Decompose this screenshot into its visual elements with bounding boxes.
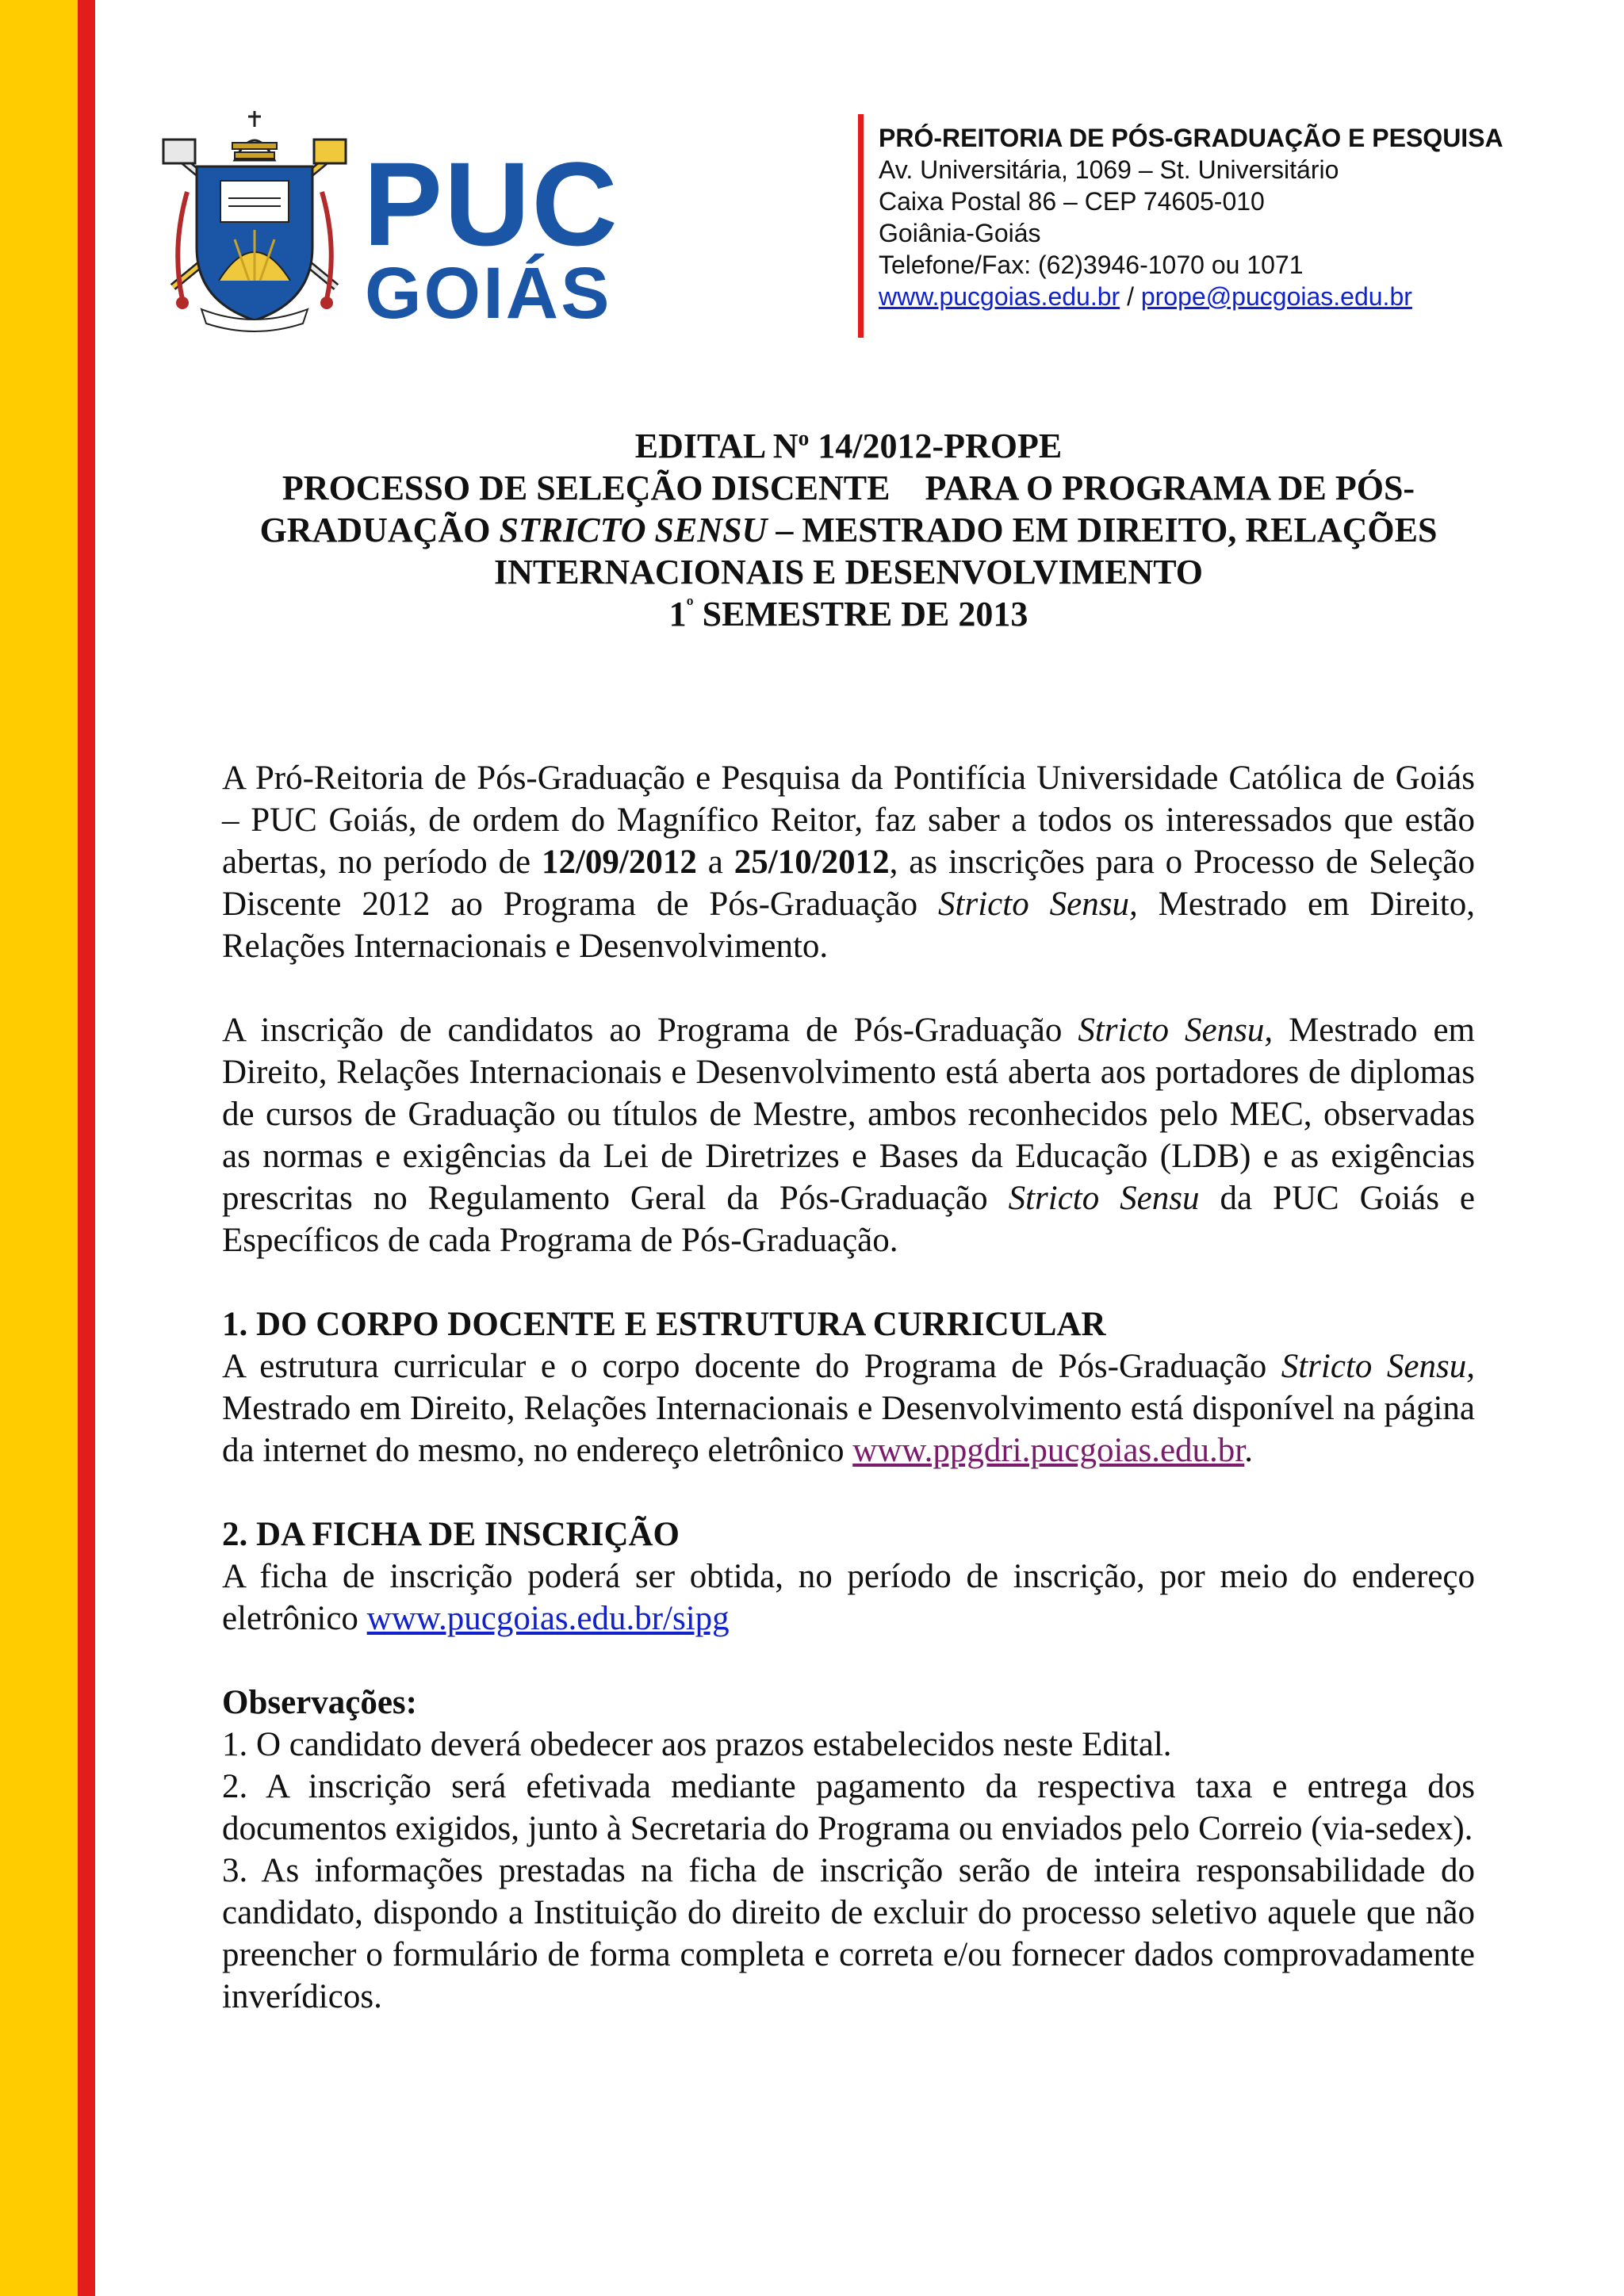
logo-goias-text: GOIÁS [365, 253, 612, 334]
document-title [174, 425, 1522, 635]
section-2-text: A ficha de inscrição poderá ser obtida, no período de inscrição, por meio do endereço eletrônico www.pucgoias.edu.br/sipg [222, 1558, 1475, 1637]
title-line-3: GRADUAÇÃO STRICTO SENSU – MESTRADO EM DIREITO, RELAÇÕES [259, 511, 1438, 549]
crest-icon [155, 105, 354, 335]
observation-1: 1. O candidato deverá obedecer aos prazos estabelecidos neste Edital. [222, 1726, 1172, 1763]
red-side-stripe [78, 0, 95, 2296]
sipg-link[interactable]: www.pucgoias.edu.br/sipg [366, 1600, 730, 1637]
logo-puc-text: PUC [363, 137, 619, 270]
section-1-heading: 1. DO CORPO DOCENTE E ESTRUTURA CURRICULAR [222, 1306, 1106, 1343]
website-link[interactable]: www.pucgoias.edu.br [879, 282, 1120, 311]
title-line-1: EDITAL $N^o$ 14/2012-PROPE [634, 426, 1063, 465]
document-body [222, 757, 1475, 2018]
email-link[interactable]: prope@pucgoias.edu.br [1140, 282, 1412, 311]
intro-paragraph: A Pró-Reitoria de Pós-Graduação e Pesquisa da Pontifícia Universidade Católica de Goiás – PUC Goiás, de ordem do Magnífico Reitor, faz saber a todos os interessados que estão abertas, no período de 12/09/2012 a 25/10/2012, as inscrições para o Processo de Seleção Discente 2012 ao Programa de Pós-Graduação Stricto Sensu, Mestrado em Direito, Relações Internacionais e Desenvolvimento. [222, 760, 1475, 965]
observations-heading: Observações: [222, 1684, 417, 1721]
section-2-heading: 2. DA FICHA DE INSCRIÇÃO [222, 1516, 680, 1553]
yellow-side-stripe [0, 0, 78, 2296]
header-city: Goiânia-Goiás [879, 219, 1041, 247]
header-links [879, 281, 1576, 312]
title-line-5: $1^º$ SEMESTRE DE 2013 [668, 594, 1028, 633]
header-address: Av. Universitária, 1069 – St. Universitário [879, 155, 1339, 184]
observation-2: 2. A inscrição será efetivada mediante pagamento da respectiva taxa e entrega dos documentos exigidos, junto à Secretaria do Programa ou enviados pelo Correio (via-sedex). [222, 1768, 1475, 1847]
link-separator: / [1120, 282, 1141, 311]
header-title: PRÓ-REITORIA DE PÓS-GRADUAÇÃO E PESQUISA [879, 124, 1503, 152]
ppgdri-link[interactable]: www.ppgdri.pucgoias.edu.br [852, 1432, 1245, 1469]
header-phone: Telefone/Fax: (62)3946-1070 ou 1071 [879, 251, 1304, 279]
title-line-4: INTERNACIONAIS E DESENVOLVIMENTO [493, 553, 1203, 591]
institution-header [879, 122, 1576, 312]
section-1-text: A estrutura curricular e o corpo docente do Programa de Pós-Graduação Stricto Sensu, Mestrado em Direito, Relações Internacionais e Desenvolvimento está disponível na página da internet do mesmo, no endereço eletrônico www.ppgdri.pucgoias.edu.br. [222, 1348, 1475, 1469]
observation-3: 3. As informações prestadas na ficha de inscrição serão de inteira responsabilidade do candidato, dispondo a Instituição do direito de excluir do processo seletivo aquele que não preencher o formulário de forma completa e correta e/ou fornecer dados comprovadamente inverídicos. [222, 1852, 1475, 2015]
header-postal: Caixa Postal 86 – CEP 74605-010 [879, 187, 1265, 216]
eligibility-paragraph: A inscrição de candidatos ao Programa de Pós-Graduação Stricto Sensu, Mestrado em Direito, Relações Internacionais e Desenvolvimento está aberta aos portadores de diplomas de cursos de Graduação ou títulos de Mestre, ambos reconhecidos pelo MEC, observadas as normas e exigências da Lei de Diretrizes e Bases da Educação (LDB) e as exigências prescritas no Regulamento Geral da Pós-Graduação Stricto Sensu da PUC Goiás e Específicos de cada Programa de Pós-Graduação. [222, 1012, 1476, 1259]
title-line-2: PROCESSO DE SELEÇÃO DISCENTE PARA O PROGRAMA DE PÓS- [282, 469, 1415, 507]
puc-goias-logo [155, 105, 619, 335]
header-divider [858, 114, 864, 338]
